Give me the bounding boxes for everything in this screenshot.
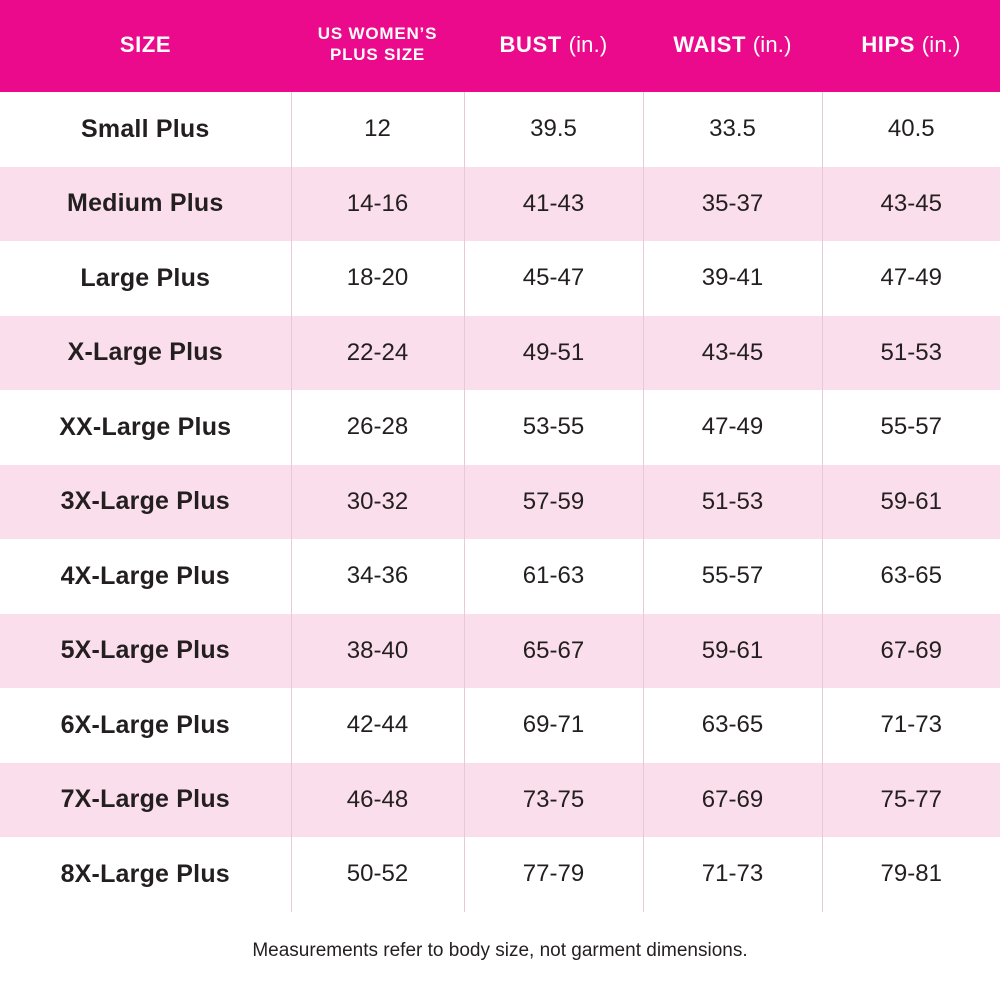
column-header-hips [822,0,1000,92]
cell-bust: 49-51 [464,316,643,391]
cell-hips: 63-65 [880,562,942,590]
cell-us-plus-size: 14-16 [291,167,464,242]
cell-bust: 65-67 [464,614,643,689]
table-row [0,688,1000,763]
cell-waist: 33.5 [643,92,822,167]
cell-size: Large Plus [0,241,291,316]
cell-hips: 40.5 [887,115,935,143]
cell-us-plus-size: 18-20 [291,241,464,316]
cell-bust: 77-79 [464,837,643,912]
table-row [0,837,1000,912]
cell-hips: 59-61 [822,465,1000,540]
cell-waist: 35-37 [643,167,822,242]
cell-size: 5X-Large Plus [0,614,291,689]
column-header-bust-label: BUST [499,32,562,58]
cell-us-plus-size: 38-40 [291,614,464,689]
cell-size: 4X-Large Plus [0,539,291,614]
column-header-bust [464,0,643,92]
cell-size: Small Plus [0,92,291,167]
cell-us-plus-size: 12 [291,92,464,167]
cell-hips: 71-73 [880,711,942,739]
cell-size: Medium Plus [0,167,291,242]
column-header-hips-label: HIPS [861,32,916,58]
table-row [0,167,1000,242]
cell-us-plus-size: 22-24 [291,316,464,391]
cell-bust: 41-43 [464,167,643,242]
table-row [0,763,1000,838]
cell-bust: 53-55 [464,390,643,465]
cell-waist: 51-53 [643,465,822,540]
cell-bust: 45-47 [464,241,643,316]
cell-us-plus-size: 30-32 [291,465,464,540]
table-row [0,92,1000,167]
column-header-waist-unit: (in.) [752,32,792,58]
cell-bust: 39.5 [464,92,643,167]
bottom-spacer [0,962,1000,1000]
cell-size: XX-Large Plus [0,390,291,465]
cell-bust: 69-71 [464,688,643,763]
cell-bust: 73-75 [464,763,643,838]
table-header [0,0,1000,92]
cell-us-plus-size: 26-28 [291,390,464,465]
cell-waist: 47-49 [643,390,822,465]
cell-hips: 55-57 [880,413,942,441]
cell-waist: 55-57 [643,539,822,614]
cell-size: 8X-Large Plus [0,837,291,912]
cell-waist: 59-61 [643,614,822,689]
column-header-us-plus-size-label: US WOMEN’S PLUS SIZE [317,24,438,64]
table-row [0,465,1000,540]
cell-hips: 67-69 [822,614,1000,689]
cell-hips: 47-49 [880,264,942,292]
header-row [0,0,1000,92]
cell-waist: 63-65 [643,688,822,763]
cell-waist: 71-73 [643,837,822,912]
table-row [0,614,1000,689]
column-header-size-label: SIZE [119,32,172,58]
column-header-us-plus-size [291,0,464,92]
cell-size: 6X-Large Plus [0,688,291,763]
column-header-size [0,0,291,92]
cell-hips: 79-81 [880,860,942,888]
table-row [0,241,1000,316]
cell-bust: 61-63 [464,539,643,614]
cell-waist: 39-41 [643,241,822,316]
cell-waist: 67-69 [643,763,822,838]
cell-us-plus-size: 42-44 [291,688,464,763]
cell-bust: 57-59 [464,465,643,540]
cell-size: X-Large Plus [0,316,291,391]
table-row [0,539,1000,614]
cell-size: 3X-Large Plus [0,465,291,540]
table-row [0,316,1000,391]
cell-us-plus-size: 34-36 [291,539,464,614]
cell-hips: 75-77 [822,763,1000,838]
column-header-waist [643,0,822,92]
column-header-bust-unit: (in.) [568,32,608,58]
table-body [0,92,1000,912]
cell-hips: 51-53 [822,316,1000,391]
cell-waist: 43-45 [643,316,822,391]
cell-size: 7X-Large Plus [0,763,291,838]
column-header-waist-label: WAIST [673,32,747,58]
cell-us-plus-size: 46-48 [291,763,464,838]
cell-us-plus-size: 50-52 [291,837,464,912]
table-row [0,390,1000,465]
column-header-hips-unit: (in.) [921,32,961,58]
cell-hips: 43-45 [822,167,1000,242]
footnote: Measurements refer to body size, not garment dimensions. [252,939,748,961]
